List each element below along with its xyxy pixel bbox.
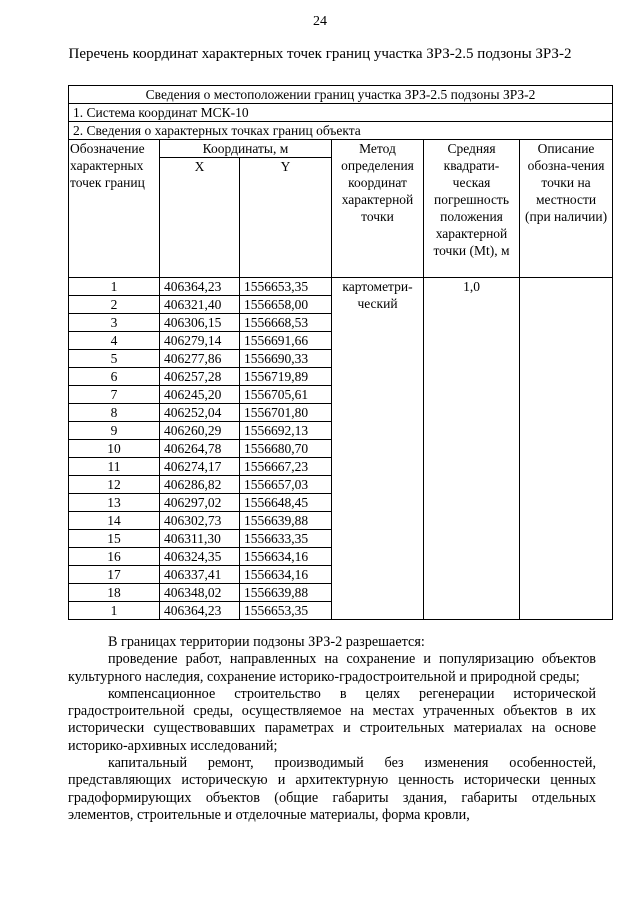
header-coordinates: Координаты, м [160, 140, 332, 158]
point-number: 7 [69, 386, 160, 404]
coord-x: 406311,30 [160, 530, 240, 548]
table-caption: Сведения о местоположении границ участка ЗРЗ-2.5 подзоны ЗРЗ-2 [69, 86, 613, 104]
coord-y: 1556690,33 [240, 350, 332, 368]
page-title: Перечень координат характерных точек границ участка ЗРЗ-2.5 подзоны ЗРЗ-2 [68, 46, 572, 62]
point-number: 14 [69, 512, 160, 530]
coord-x: 406245,20 [160, 386, 240, 404]
coord-x: 406277,86 [160, 350, 240, 368]
coord-y: 1556648,45 [240, 494, 332, 512]
point-number: 2 [69, 296, 160, 314]
point-number: 6 [69, 368, 160, 386]
coord-x: 406324,35 [160, 548, 240, 566]
point-number: 12 [69, 476, 160, 494]
header-y: Y [240, 158, 332, 278]
coord-x: 406364,23 [160, 602, 240, 620]
point-number: 5 [69, 350, 160, 368]
coord-x: 406252,04 [160, 404, 240, 422]
point-number: 16 [69, 548, 160, 566]
header-error: Средняя квадрати-ческая погрешность положения характерной точки (Mt), м [424, 140, 520, 278]
page-number: 24 [313, 14, 327, 29]
error-value: 1,0 [424, 278, 520, 620]
point-number: 8 [69, 404, 160, 422]
coord-y: 1556692,13 [240, 422, 332, 440]
description-cell [520, 278, 613, 620]
coord-x: 406337,41 [160, 566, 240, 584]
coord-y: 1556653,35 [240, 602, 332, 620]
coord-x: 406348,02 [160, 584, 240, 602]
coord-y: 1556667,23 [240, 458, 332, 476]
points-section: 2. Сведения о характерных точках границ объекта [69, 122, 613, 140]
point-number: 3 [69, 314, 160, 332]
point-number: 4 [69, 332, 160, 350]
method-value: картометри-ческий [332, 278, 424, 620]
coord-y: 1556668,53 [240, 314, 332, 332]
point-number: 9 [69, 422, 160, 440]
coord-x: 406297,02 [160, 494, 240, 512]
coord-x: 406364,23 [160, 278, 240, 296]
coord-y: 1556705,61 [240, 386, 332, 404]
point-number: 1 [69, 602, 160, 620]
coord-y: 1556680,70 [240, 440, 332, 458]
coord-y: 1556639,88 [240, 584, 332, 602]
coord-x: 406264,78 [160, 440, 240, 458]
intro-paragraph: В границах территории подзоны ЗРЗ-2 разрешается: [108, 634, 425, 650]
coord-x: 406257,28 [160, 368, 240, 386]
coord-y: 1556633,35 [240, 530, 332, 548]
coord-x: 406306,15 [160, 314, 240, 332]
point-number: 1 [69, 278, 160, 296]
coord-x: 406286,82 [160, 476, 240, 494]
coordinate-system: 1. Система координат МСК-10 [69, 104, 613, 122]
point-number: 18 [69, 584, 160, 602]
coordinates-table [68, 85, 613, 620]
point-number: 10 [69, 440, 160, 458]
coord-y: 1556719,89 [240, 368, 332, 386]
paragraph-2: компенсационное строительство в целях регенерации исторической градостроительной среды, осуществляемое на местах утраченных объектов в их исторически существовавших параметрах и строительных материалах на основе историко-архивных исследований; [68, 685, 596, 754]
point-number: 15 [69, 530, 160, 548]
table-row [69, 278, 613, 296]
coord-y: 1556634,16 [240, 566, 332, 584]
paragraph-3: капитальный ремонт, производимый без изменения особенностей, представляющих историческую и архитектурную ценность исторически ценных градоформирующих объектов (общие габариты здания, габариты отдельных элементов, строительные и отделочные материалы, форма кровли, [68, 755, 596, 823]
coord-x: 406302,73 [160, 512, 240, 530]
coord-y: 1556657,03 [240, 476, 332, 494]
coord-y: 1556639,88 [240, 512, 332, 530]
coord-x: 406274,17 [160, 458, 240, 476]
coord-y: 1556691,66 [240, 332, 332, 350]
header-description: Описание обозна-чения точки на местности (при наличии) [520, 140, 613, 278]
header-method: Метод определения координат характерной точки [332, 140, 424, 278]
point-number: 17 [69, 566, 160, 584]
body-text [68, 634, 596, 824]
coord-y: 1556658,00 [240, 296, 332, 314]
paragraph-1: проведение работ, направленных на сохранение и популяризацию объектов культурного наследия, сохранение историко-градостроительной и природной среды; [68, 651, 596, 685]
coord-x: 406260,29 [160, 422, 240, 440]
header-x: X [160, 158, 240, 278]
coord-x: 406279,14 [160, 332, 240, 350]
table-body [69, 278, 613, 620]
coord-x: 406321,40 [160, 296, 240, 314]
header-designation: Обозначение характерных точек границ [69, 140, 160, 278]
coord-y: 1556653,35 [240, 278, 332, 296]
point-number: 11 [69, 458, 160, 476]
point-number: 13 [69, 494, 160, 512]
coord-y: 1556634,16 [240, 548, 332, 566]
coord-y: 1556701,80 [240, 404, 332, 422]
